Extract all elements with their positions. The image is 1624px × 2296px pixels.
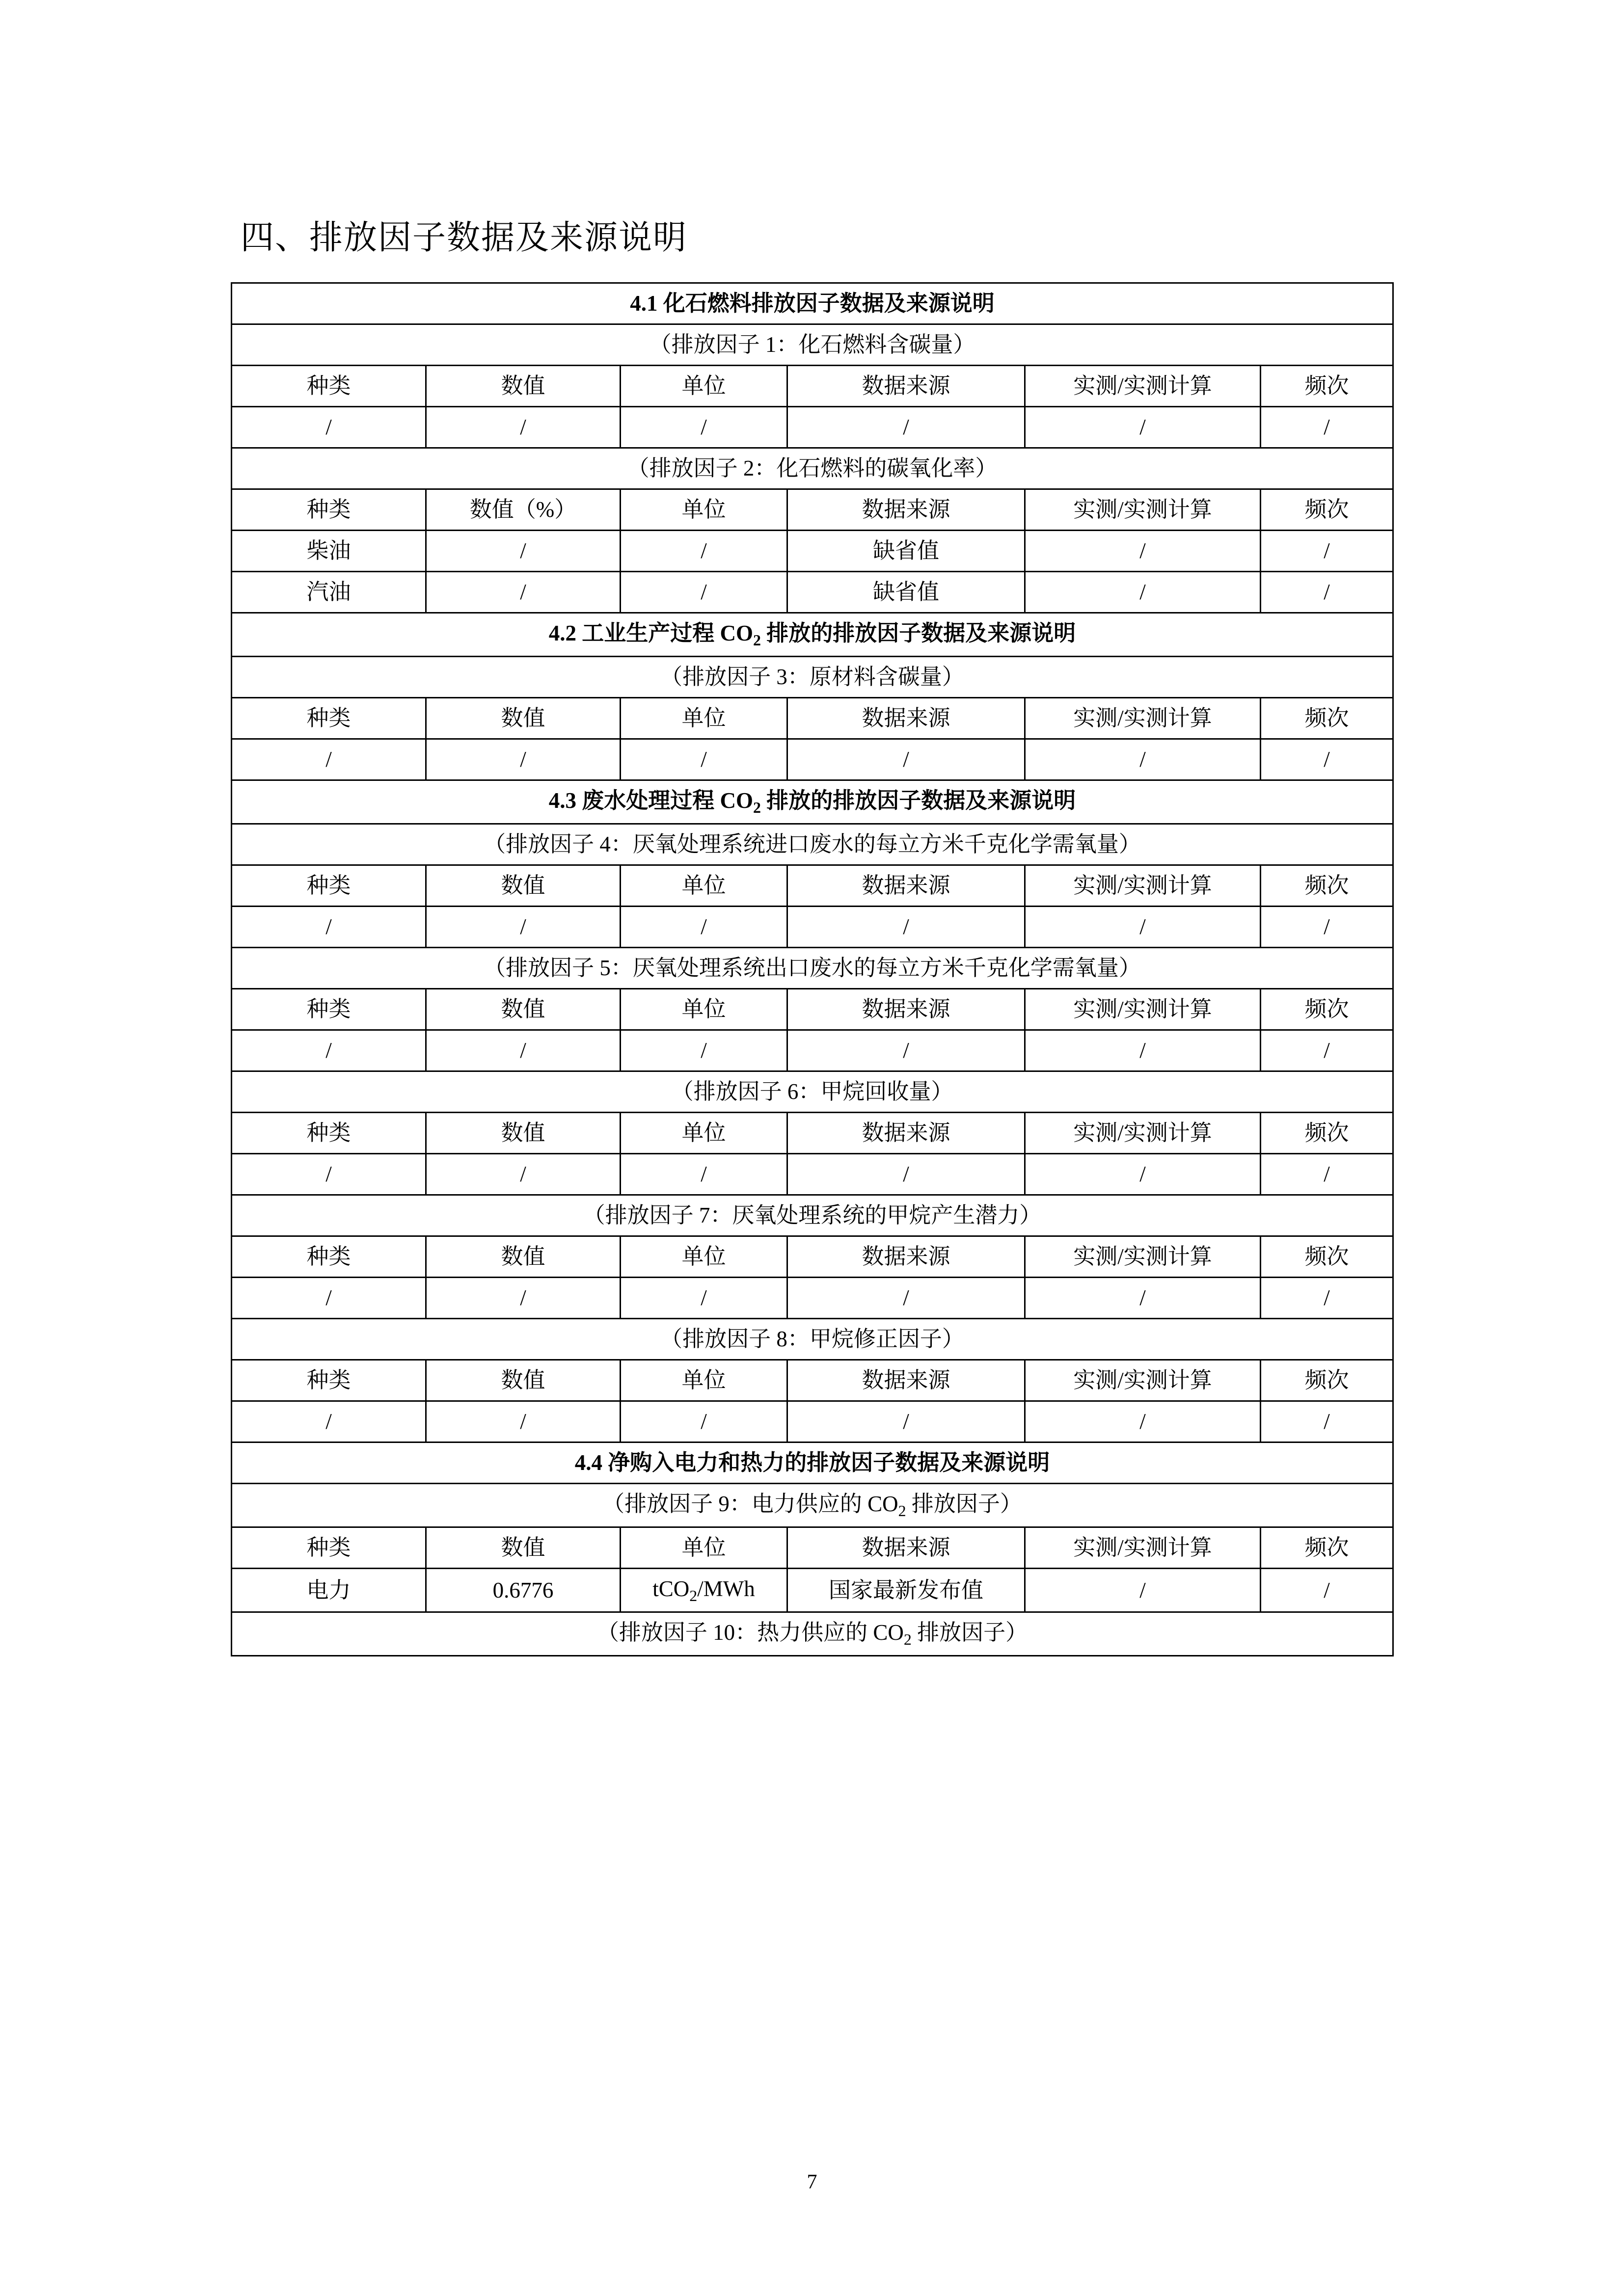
table-cell[interactable]: /: [621, 907, 787, 948]
table-cell[interactable]: /: [621, 1154, 787, 1195]
column-header: 实测/实测计算: [1025, 1236, 1261, 1278]
table-cell[interactable]: /: [1261, 1278, 1393, 1319]
column-header-row: [232, 1360, 1393, 1401]
column-header: 频次: [1261, 698, 1393, 739]
table-cell[interactable]: /: [1261, 531, 1393, 572]
section-heading: 4.3 废水处理过程 $CO_2$ 排放的排放因子数据及来源说明: [232, 780, 1393, 824]
column-header: 种类: [232, 1113, 426, 1154]
table-cell[interactable]: /: [426, 1030, 621, 1071]
column-header: 种类: [232, 698, 426, 739]
column-header: 数值: [426, 366, 621, 407]
table-body: [232, 283, 1393, 1656]
column-header: 单位: [621, 366, 787, 407]
column-header-row: [232, 1113, 1393, 1154]
table-cell[interactable]: /: [787, 407, 1025, 448]
column-header: 单位: [621, 1360, 787, 1401]
table-cell[interactable]: /: [1261, 1154, 1393, 1195]
table-cell[interactable]: /: [1025, 572, 1261, 613]
table-row: [232, 531, 1393, 572]
table-cell[interactable]: /: [1261, 572, 1393, 613]
column-header: 种类: [232, 366, 426, 407]
table-cell[interactable]: /: [1025, 1401, 1261, 1442]
table-cell[interactable]: /: [1025, 531, 1261, 572]
column-header-row: [232, 489, 1393, 531]
table-cell[interactable]: 缺省值: [787, 572, 1025, 613]
column-header: 频次: [1261, 989, 1393, 1030]
column-header-row: [232, 865, 1393, 907]
table-cell[interactable]: /: [621, 1278, 787, 1319]
column-header: 数值: [426, 1236, 621, 1278]
column-header-row: [232, 698, 1393, 739]
table-cell[interactable]: /: [1025, 907, 1261, 948]
table-cell[interactable]: /: [1261, 907, 1393, 948]
column-header: 实测/实测计算: [1025, 1113, 1261, 1154]
table-cell[interactable]: /: [621, 1401, 787, 1442]
column-header: 种类: [232, 865, 426, 907]
factor-subheading: （排放因子 2：化石燃料的碳氧化率）: [232, 448, 1393, 489]
column-header: 数值: [426, 989, 621, 1030]
section-heading: 4.4 净购入电力和热力的排放因子数据及来源说明: [232, 1442, 1393, 1484]
table-cell[interactable]: /: [1025, 1569, 1261, 1612]
table-row: [232, 572, 1393, 613]
column-header: 频次: [1261, 366, 1393, 407]
table-cell[interactable]: /: [426, 739, 621, 780]
section-heading-row: [232, 780, 1393, 824]
column-header-row: [232, 1527, 1393, 1569]
column-header: 实测/实测计算: [1025, 366, 1261, 407]
table-cell[interactable]: /: [426, 531, 621, 572]
table-cell[interactable]: /: [621, 531, 787, 572]
column-header: 数据来源: [787, 989, 1025, 1030]
column-header: 数值: [426, 865, 621, 907]
column-header: 频次: [1261, 865, 1393, 907]
table-cell[interactable]: /: [232, 739, 426, 780]
table-cell[interactable]: /: [1025, 1154, 1261, 1195]
table-row: [232, 1030, 1393, 1071]
table-cell[interactable]: tCO$_2$/MWh: [621, 1569, 787, 1612]
column-header: 实测/实测计算: [1025, 865, 1261, 907]
table-cell[interactable]: 缺省值: [787, 531, 1025, 572]
table-cell[interactable]: /: [787, 1154, 1025, 1195]
page-title: 四、排放因子数据及来源说明: [241, 219, 688, 256]
table-cell[interactable]: /: [621, 572, 787, 613]
subheading-row: [232, 824, 1393, 865]
table-cell[interactable]: /: [232, 407, 426, 448]
column-header: 数值: [426, 1360, 621, 1401]
table-cell[interactable]: /: [1025, 407, 1261, 448]
column-header: 种类: [232, 489, 426, 531]
column-header: 数值: [426, 1527, 621, 1569]
subheading-row: [232, 948, 1393, 989]
table-cell[interactable]: 柴油: [232, 531, 426, 572]
table-row: [232, 1278, 1393, 1319]
column-header: 数据来源: [787, 1236, 1025, 1278]
column-header: 种类: [232, 1527, 426, 1569]
table-cell[interactable]: /: [787, 1401, 1025, 1442]
subheading-row: [232, 324, 1393, 366]
column-header: 数值: [426, 698, 621, 739]
section-heading: 4.1 化石燃料排放因子数据及来源说明: [232, 283, 1393, 324]
column-header: 单位: [621, 865, 787, 907]
column-header: 实测/实测计算: [1025, 489, 1261, 531]
column-header: 数据来源: [787, 1527, 1025, 1569]
column-header-row: [232, 366, 1393, 407]
table-cell[interactable]: /: [232, 1154, 426, 1195]
factor-subheading: （排放因子 7：厌氧处理系统的甲烷产生潜力）: [232, 1195, 1393, 1236]
subheading-row: [232, 1071, 1393, 1113]
table-cell[interactable]: /: [1261, 407, 1393, 448]
table-cell[interactable]: /: [1261, 739, 1393, 780]
column-header: 数值: [426, 1113, 621, 1154]
table-cell[interactable]: /: [1261, 1401, 1393, 1442]
table-cell[interactable]: /: [1025, 739, 1261, 780]
factor-subheading: （排放因子 4：厌氧处理系统进口废水的每立方米千克化学需氧量）: [232, 824, 1393, 865]
column-header: 频次: [1261, 489, 1393, 531]
column-header: 频次: [1261, 1527, 1393, 1569]
table-row: [232, 407, 1393, 448]
table-row: [232, 1154, 1393, 1195]
table-cell[interactable]: /: [787, 907, 1025, 948]
column-header: 单位: [621, 1527, 787, 1569]
column-header: 实测/实测计算: [1025, 1360, 1261, 1401]
subheading-row: [232, 1319, 1393, 1360]
column-header: 单位: [621, 698, 787, 739]
column-header: 单位: [621, 1236, 787, 1278]
column-header: 单位: [621, 1113, 787, 1154]
table-cell[interactable]: /: [426, 1154, 621, 1195]
table-cell[interactable]: /: [426, 907, 621, 948]
table-row: [232, 1569, 1393, 1612]
column-header: 数值（%）: [426, 489, 621, 531]
subheading-row: [232, 448, 1393, 489]
factor-subheading: （排放因子 9：电力供应的 $CO_2$ 排放因子）: [232, 1484, 1393, 1527]
column-header: 数据来源: [787, 865, 1025, 907]
column-header: 单位: [621, 989, 787, 1030]
column-header: 实测/实测计算: [1025, 989, 1261, 1030]
table-cell[interactable]: /: [426, 407, 621, 448]
column-header: 数据来源: [787, 366, 1025, 407]
table-cell[interactable]: /: [787, 1278, 1025, 1319]
section-heading-row: [232, 1442, 1393, 1484]
table-row: [232, 1401, 1393, 1442]
table-row: [232, 739, 1393, 780]
subheading-row: [232, 1195, 1393, 1236]
table-cell[interactable]: /: [232, 1278, 426, 1319]
table-cell[interactable]: 汽油: [232, 572, 426, 613]
section-heading: 4.2 工业生产过程 $CO_2$ 排放的排放因子数据及来源说明: [232, 613, 1393, 657]
table-cell[interactable]: /: [621, 739, 787, 780]
factor-subheading: （排放因子 3：原材料含碳量）: [232, 657, 1393, 698]
table-cell[interactable]: /: [1025, 1030, 1261, 1071]
table-cell[interactable]: /: [232, 1030, 426, 1071]
column-header: 实测/实测计算: [1025, 698, 1261, 739]
table-cell[interactable]: 国家最新发布值: [787, 1569, 1025, 1612]
column-header: 实测/实测计算: [1025, 1527, 1261, 1569]
table-cell[interactable]: /: [426, 1278, 621, 1319]
column-header: 数据来源: [787, 1113, 1025, 1154]
column-header: 数据来源: [787, 1360, 1025, 1401]
emission-factor-table: [231, 282, 1394, 1656]
column-header: 单位: [621, 489, 787, 531]
table-cell[interactable]: /: [1261, 1030, 1393, 1071]
column-header-row: [232, 1236, 1393, 1278]
column-header: 种类: [232, 1236, 426, 1278]
column-header: 频次: [1261, 1113, 1393, 1154]
section-heading-row: [232, 613, 1393, 657]
subheading-row: [232, 1612, 1393, 1656]
table-cell[interactable]: /: [787, 1030, 1025, 1071]
column-header: 数据来源: [787, 698, 1025, 739]
factor-subheading: （排放因子 1：化石燃料含碳量）: [232, 324, 1393, 366]
table-cell[interactable]: /: [232, 1401, 426, 1442]
table-cell[interactable]: /: [1261, 1569, 1393, 1612]
table-cell[interactable]: /: [621, 407, 787, 448]
page-number: 7: [807, 2171, 817, 2193]
table-cell[interactable]: /: [232, 907, 426, 948]
factor-subheading: （排放因子 5：厌氧处理系统出口废水的每立方米千克化学需氧量）: [232, 948, 1393, 989]
table-cell[interactable]: /: [426, 1401, 621, 1442]
table-cell[interactable]: 0.6776: [426, 1569, 621, 1612]
table-cell[interactable]: 电力: [232, 1569, 426, 1612]
column-header: 频次: [1261, 1236, 1393, 1278]
table-cell[interactable]: /: [787, 739, 1025, 780]
column-header: 种类: [232, 1360, 426, 1401]
table-cell[interactable]: /: [426, 572, 621, 613]
table-row: [232, 907, 1393, 948]
subheading-row: [232, 657, 1393, 698]
table-cell[interactable]: /: [621, 1030, 787, 1071]
section-heading-row: [232, 283, 1393, 324]
factor-subheading: （排放因子 10：热力供应的 $CO_2$ 排放因子）: [232, 1612, 1393, 1656]
column-header-row: [232, 989, 1393, 1030]
column-header: 频次: [1261, 1360, 1393, 1401]
factor-subheading: （排放因子 6：甲烷回收量）: [232, 1071, 1393, 1113]
subheading-row: [232, 1484, 1393, 1527]
table-cell[interactable]: /: [1025, 1278, 1261, 1319]
factor-subheading: （排放因子 8：甲烷修正因子）: [232, 1319, 1393, 1360]
column-header: 数据来源: [787, 489, 1025, 531]
column-header: 种类: [232, 989, 426, 1030]
